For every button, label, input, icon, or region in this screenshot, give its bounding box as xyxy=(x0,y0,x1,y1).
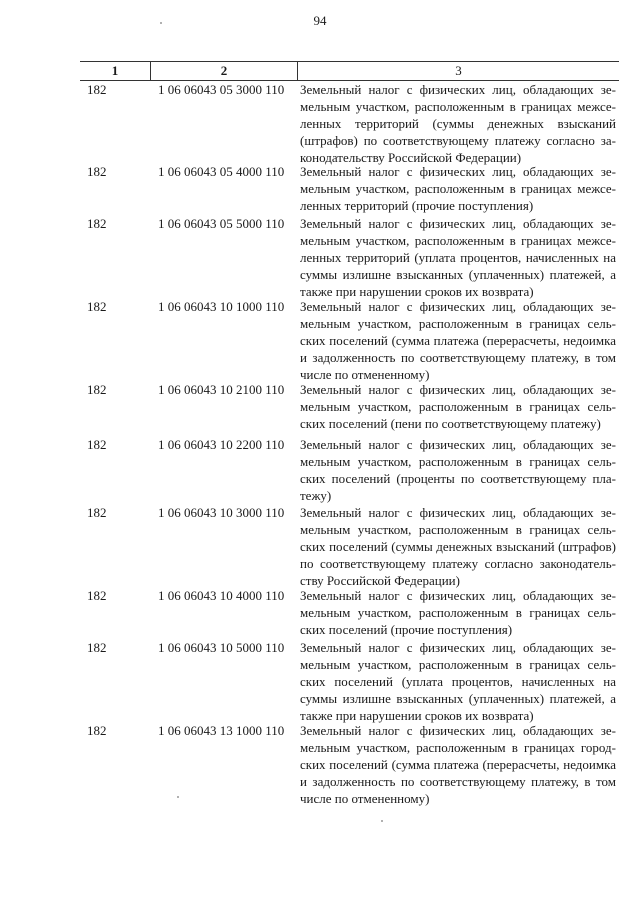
description-line: Земельный налог с физических лиц, обладающих зе- xyxy=(300,723,616,738)
page-number: 94 xyxy=(313,13,327,28)
administrator-code: 182 xyxy=(87,588,107,603)
description-line: Земельный налог с физических лиц, обладающих зе- xyxy=(300,299,616,314)
budget-classification-code: 1 06 06043 10 5000 110 xyxy=(158,640,285,655)
budget-classification-code: 1 06 06043 05 4000 110 xyxy=(158,164,285,179)
administrator-code: 182 xyxy=(87,299,107,314)
description-line: мельным участком, расположенным в границах межсе- xyxy=(300,98,616,114)
description-line: ских поселений (проценты по соответствующему пла- xyxy=(300,470,616,486)
description-line: Земельный налог с физических лиц, обладающих зе- xyxy=(300,164,616,179)
description-line: ленных территорий (суммы денежных взысканий xyxy=(300,115,616,131)
budget-classification-code: 1 06 06043 13 1000 110 xyxy=(158,723,285,738)
description-line: (штрафов) по соответствующему платежу согласно за- xyxy=(300,132,616,148)
income-description xyxy=(300,216,616,301)
description-line: Земельный налог с физических лиц, обладающих зе- xyxy=(300,82,616,97)
administrator-code: 182 xyxy=(87,505,107,520)
administrator-code: 182 xyxy=(87,382,107,397)
income-description xyxy=(300,82,616,167)
description-line: ленных территорий (уплата процентов, начисленных на xyxy=(300,249,616,265)
description-line: мельным участком, расположенным в границах сель- xyxy=(300,656,616,672)
description-line: ских поселений (сумма платежа (перерасчеты, недоимка xyxy=(300,756,616,772)
income-description xyxy=(300,640,616,725)
description-line: ских поселений (суммы денежных взысканий (штрафов) xyxy=(300,538,616,554)
description-line: мельным участком, расположенным в границах сель- xyxy=(300,453,616,469)
scan-mark xyxy=(381,820,383,822)
description-line: конодательству Российской Федерации) xyxy=(300,149,522,165)
description-line: Земельный налог с физических лиц, обладающих зе- xyxy=(300,588,616,603)
income-description xyxy=(300,505,616,590)
budget-classification-code: 1 06 06043 10 2100 110 xyxy=(158,382,285,397)
description-line: ских поселений (сумма платежа (перерасчеты, недоимка xyxy=(300,332,616,348)
administrator-code: 182 xyxy=(87,437,107,452)
description-line: Земельный налог с физических лиц, обладающих зе- xyxy=(300,382,616,397)
description-line: числе по отмененному) xyxy=(300,366,430,382)
header-column-1: 1 xyxy=(80,62,151,80)
description-line: суммы излишне взысканных (уплаченных) платежей, а xyxy=(300,690,616,706)
description-line: также при нарушении сроков их возврата) xyxy=(300,707,534,723)
administrator-code: 182 xyxy=(87,216,107,231)
description-line: мельным участком, расположенным в границах город- xyxy=(300,739,616,755)
description-line: ских поселений (прочие поступления) xyxy=(300,621,513,637)
description-line: Земельный налог с физических лиц, обладающих зе- xyxy=(300,640,616,655)
income-description xyxy=(300,164,616,215)
description-line: мельным участком, расположенным в границах сель- xyxy=(300,398,616,414)
header-column-3: 3 xyxy=(455,63,462,78)
description-line: числе по отмененному) xyxy=(300,790,430,806)
scan-mark xyxy=(160,22,162,24)
description-line: Земельный налог с физических лиц, обладающих зе- xyxy=(300,216,616,231)
header-column-2: 2 xyxy=(151,62,298,80)
budget-classification-code: 1 06 06043 10 4000 110 xyxy=(158,588,285,603)
description-line: Земельный налог с физических лиц, обладающих зе- xyxy=(300,505,616,520)
description-line: и задолженность по соответствующему платежу, в том xyxy=(300,349,616,365)
administrator-code: 182 xyxy=(87,640,107,655)
budget-classification-code: 1 06 06043 05 3000 110 xyxy=(158,82,285,97)
income-description xyxy=(300,588,616,639)
description-line: ству Российской Федерации) xyxy=(300,572,460,588)
description-line: мельным участком, расположенным в границах сель- xyxy=(300,604,616,620)
description-line: ленных территорий (прочие поступления) xyxy=(300,197,534,213)
income-description xyxy=(300,382,616,433)
description-line: мельным участком, расположенным в границах сель- xyxy=(300,315,616,331)
table-header xyxy=(80,61,619,81)
description-line: и задолженность по соответствующему платежу, в том xyxy=(300,773,616,789)
description-line: мельным участком, расположенным в границах сель- xyxy=(300,521,616,537)
administrator-code: 182 xyxy=(87,723,107,738)
income-description xyxy=(300,437,616,505)
description-line: ских поселений (пени по соответствующему платежу) xyxy=(300,415,601,431)
income-description xyxy=(300,299,616,384)
description-line: Земельный налог с физических лиц, обладающих зе- xyxy=(300,437,616,452)
description-line: суммы излишне взысканных (уплаченных) платежей, а xyxy=(300,266,616,282)
description-line: также при нарушении сроков их возврата) xyxy=(300,283,534,299)
budget-classification-code: 1 06 06043 10 1000 110 xyxy=(158,299,285,314)
scan-mark xyxy=(177,796,179,798)
budget-classification-code: 1 06 06043 10 3000 110 xyxy=(158,505,285,520)
income-description xyxy=(300,723,616,808)
description-line: мельным участком, расположенным в границах межсе- xyxy=(300,180,616,196)
administrator-code: 182 xyxy=(87,164,107,179)
description-line: ских поселений (уплата процентов, начисленных на xyxy=(300,673,616,689)
description-line: мельным участком, расположенным в границах межсе- xyxy=(300,232,616,248)
description-line: тежу) xyxy=(300,487,332,503)
budget-classification-code: 1 06 06043 05 5000 110 xyxy=(158,216,285,231)
description-line: по соответствующему платежу согласно законодатель- xyxy=(300,555,616,571)
administrator-code: 182 xyxy=(87,82,107,97)
budget-classification-code: 1 06 06043 10 2200 110 xyxy=(158,437,285,452)
